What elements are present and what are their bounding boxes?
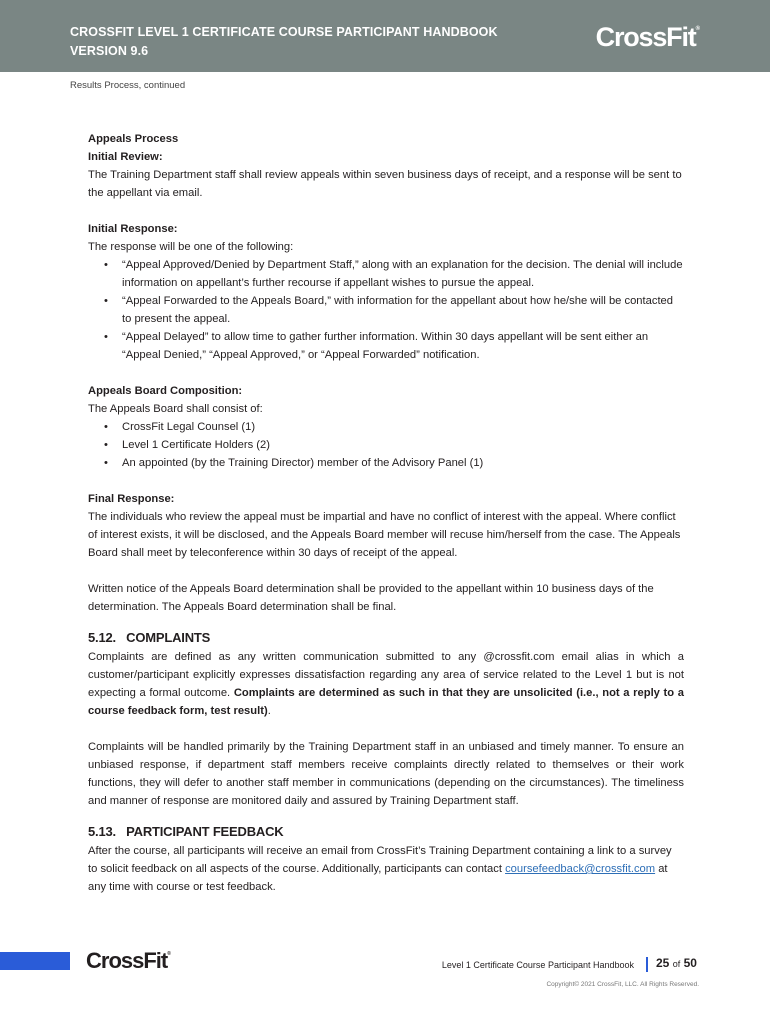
footer-separator [646, 957, 648, 972]
board-composition-intro: The Appeals Board shall consist of: [88, 403, 263, 415]
page-total: 50 [683, 956, 697, 970]
footer-accent-bar [0, 952, 70, 970]
page-content [88, 130, 684, 896]
initial-response-intro: The response will be one of the following: [88, 241, 294, 253]
complaints-paragraph-2: Complaints will be handled primarily by the Training Department staff in an unbiased and timely manner. To ensure an unbiased response, if department staff members receive complaints directly related to themselves or their work functions, they will defer to another staff member in communications (depending on the circumstances). The timeliness and manner of response are monitored daily and assured by Training Department staff. [88, 741, 684, 807]
page-number [656, 956, 697, 970]
handbook-title [70, 23, 498, 61]
handbook-version: VERSION 9.6 [70, 44, 149, 58]
handbook-title-line1: CROSSFIT LEVEL 1 CERTIFICATE COURSE PARTICIPANT HANDBOOK [70, 25, 498, 39]
registered-mark: ® [695, 26, 700, 32]
complaints-bold-definition: Complaints are determined as such in that they are unsolicited (i.e., not a reply to a course feedback form, test result) [88, 687, 684, 717]
list-item: • “Appeal Approved/Denied by Department Staff,” along with an explanation for the decision. The denial will include information on appellant’s further recourse if appellant wishes to pursue the appeal. [88, 256, 684, 292]
board-composition-list [88, 418, 684, 472]
section-heading-complaints: 5.12. COMPLAINTS [88, 630, 211, 645]
breadcrumb: Results Process, continued [70, 80, 186, 91]
footer-logo-text: CrossFit [86, 948, 168, 973]
final-response-label: Final Response: [88, 493, 175, 505]
footer-handbook-title: Level 1 Certificate Course Participant Handbook [441, 960, 634, 970]
footer-registered-mark: ® [167, 951, 171, 957]
crossfit-logo-text: CrossFit [595, 22, 696, 52]
crossfit-logo [596, 22, 700, 53]
complaints-paragraph-1: Complaints are defined as any written communication submitted to any @crossfit.com email alias in which a customer/participant explicitly expresses dissatisfaction regarding any area of service related to the Level 1 but is not expecting a formal outcome. Complaints are determined as such in that they are unsolicited (i.e., not a reply to a course feedback form, test result). [88, 651, 684, 717]
final-response-text: The individuals who review the appeal must be impartial and have no conflict of interest with the appeal. Where conflict of interest exists, it will be disclosed, and the Appeals Board member will recuse him/herself from the case. The Appeals Board shall meet by teleconference within 30 days of receipt of the appeal. [88, 511, 681, 559]
list-item: • Level 1 Certificate Holders (2) [88, 436, 684, 454]
appeals-heading: Appeals Process [88, 133, 179, 145]
initial-response-list [88, 256, 684, 364]
board-composition-label: Appeals Board Composition: [88, 385, 243, 397]
page-of: of [672, 959, 681, 969]
copyright-notice: Copyright© 2021 CrossFit, LLC. All Rights Reserved. [546, 981, 699, 988]
footer-crossfit-logo [86, 948, 171, 974]
list-item: • “Appeal Delayed” to allow time to gather further information. Within 30 days appellant will be sent either an “Appeal Denied,” “Appeal Approved,” or “Appeal Forwarded” notification. [88, 328, 684, 364]
feedback-paragraph: After the course, all participants will receive an email from CrossFit’s Training Department containing a link to a survey to solicit feedback on all aspects of the course. Additionally, participants can contact coursefeedback@crossfit.com at any time with course or test feedback. [88, 845, 672, 893]
section-heading-feedback: 5.13. PARTICIPANT FEEDBACK [88, 824, 284, 839]
list-item: • “Appeal Forwarded to the Appeals Board,” with information for the appellant about how he/she will be contacted to present the appeal. [88, 292, 684, 328]
page-current: 25 [656, 956, 670, 970]
initial-response-label: Initial Response: [88, 223, 178, 235]
written-notice-text: Written notice of the Appeals Board determination shall be provided to the appellant within 10 business days of the determination. The Appeals Board determination shall be final. [88, 583, 654, 613]
list-item: • CrossFit Legal Counsel (1) [88, 418, 684, 436]
initial-review-label: Initial Review: [88, 151, 163, 163]
page-header [0, 0, 770, 72]
list-item: • An appointed (by the Training Director) member of the Advisory Panel (1) [88, 454, 684, 472]
initial-review-text: The Training Department staff shall review appeals within seven business days of receipt, and a response will be sent to the appellant via email. [88, 169, 682, 199]
feedback-email-link[interactable]: coursefeedback@crossfit.com [505, 863, 656, 875]
